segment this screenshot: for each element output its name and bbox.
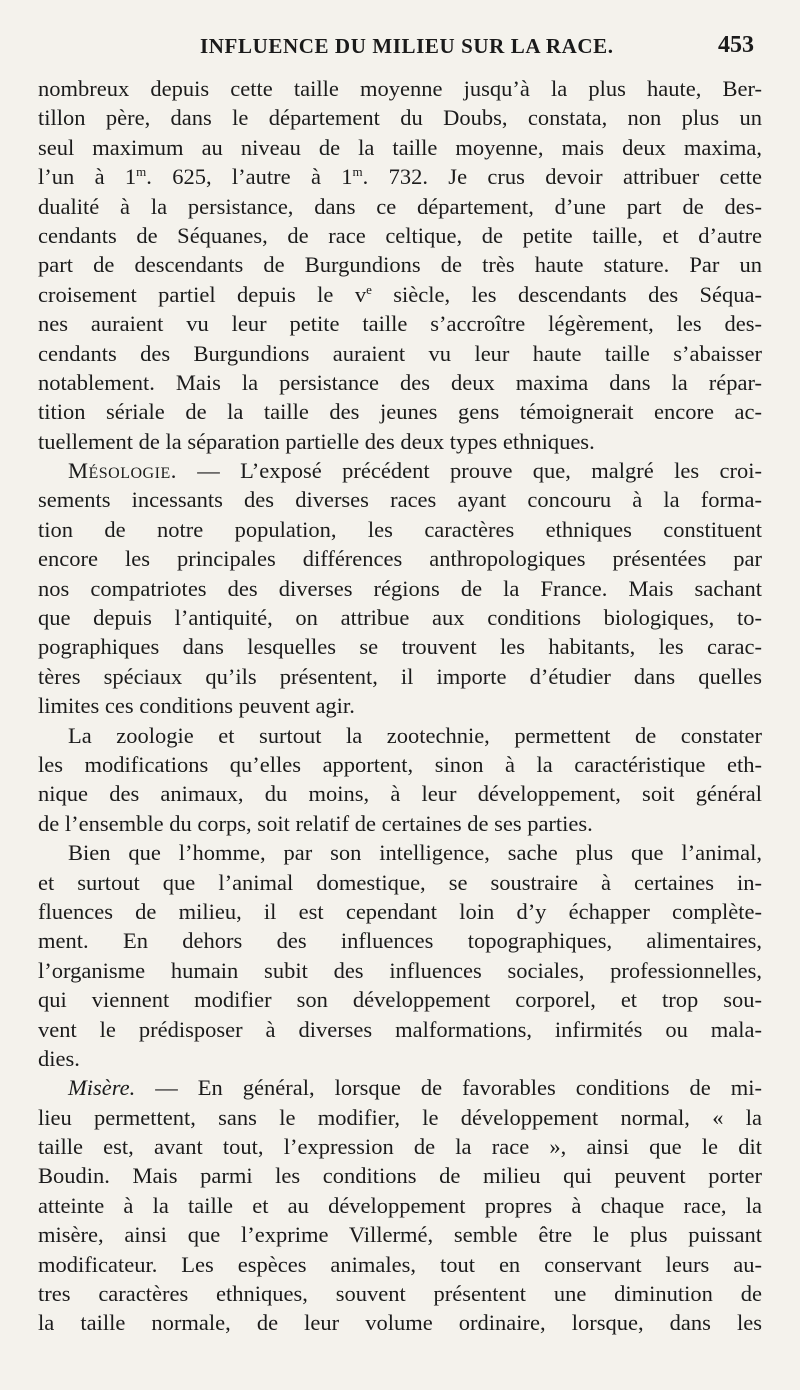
text-line: modificateur. Les espèces animales, tout en conservant leurs au- xyxy=(38,1251,762,1277)
text-line: de l’ensemble du corps, soit relatif de certaines de ses parties. xyxy=(38,810,593,836)
text-line: cendants de Séquanes, de race celtique, de petite taille, et d’autre xyxy=(38,222,762,248)
section-heading: Misère. xyxy=(68,1075,136,1101)
text-line xyxy=(38,456,762,485)
text-line: fluences de milieu, il est cependant loin d’y échapper complète- xyxy=(38,898,762,924)
superscript: e xyxy=(366,281,372,297)
text-line: part de descendants de Burgundions de très haute stature. Par un xyxy=(38,252,762,278)
text-line: la taille normale, de leur volume ordinaire, lorsque, dans les xyxy=(38,1310,762,1336)
text-line: tères spéciaux qu’ils présentent, il importe d’étudier dans quelles xyxy=(38,663,762,689)
line-segment: — L’exposé précédent prouve que, malgré les croi- xyxy=(176,458,762,484)
line-segment: . 625, l’autre à 1 xyxy=(146,164,353,190)
text-line: l’organisme humain subit des influences sociales, professionnelles, xyxy=(38,957,762,983)
section-heading: Mésologie. xyxy=(68,458,177,484)
text-line: qui viennent modifier son développement corporel, et trop sou- xyxy=(38,987,762,1013)
text-line: tition sériale de la taille des jeunes gens témoignerait encore ac- xyxy=(38,399,762,425)
line-segment: croisement partiel depuis le v xyxy=(38,281,367,307)
text-line: notablement. Mais la persistance des deux maxima dans la répar- xyxy=(38,369,762,395)
text-line: pographiques dans lesquelles se trouvent les habitants, les carac- xyxy=(38,634,762,660)
text-line xyxy=(38,1073,762,1102)
text-line: seul maximum au niveau de la taille moyenne, mais deux maxima, xyxy=(38,134,762,160)
running-header xyxy=(38,30,762,68)
text-line: sements incessants des diverses races ayant concouru à la forma- xyxy=(38,487,762,513)
text-line: Bien que l’homme, par son intelligence, sache plus que l’animal, xyxy=(68,840,762,866)
superscript: m xyxy=(136,164,147,180)
text-line: dualité à la persistance, dans ce département, d’une part de des- xyxy=(38,193,762,219)
text-line: dies. xyxy=(38,1045,80,1071)
text-line xyxy=(38,280,762,309)
line-segment: l’un à 1 xyxy=(38,164,137,190)
text-line: tion de notre population, les caractères ethniques constituent xyxy=(38,516,762,542)
text-line: cendants des Burgundions auraient vu leur haute taille s’abaisser xyxy=(38,340,762,366)
text-line: misère, ainsi que l’exprime Villermé, semble être le plus puissant xyxy=(38,1222,762,1248)
text-line: tillon père, dans le département du Doubs, constata, non plus un xyxy=(38,105,762,131)
text-line: limites ces conditions peuvent agir. xyxy=(38,693,355,719)
line-segment: siècle, les descendants des Séqua- xyxy=(371,281,762,307)
text-line: ment. En dehors des influences topographiques, alimentaires, xyxy=(38,928,762,954)
text-line: nos compatriotes des diverses régions de la France. Mais sachant xyxy=(38,575,762,601)
text-line: nes auraient vu leur petite taille s’accroître légèrement, les des- xyxy=(38,311,762,337)
text-line: nombreux depuis cette taille moyenne jusqu’à la plus haute, Ber- xyxy=(38,76,762,101)
superscript: m xyxy=(352,164,363,180)
text-line: que depuis l’antiquité, on attribue aux conditions biologiques, to- xyxy=(38,605,762,631)
text-line: atteinte à la taille et au développement propres à chaque race, la xyxy=(38,1192,762,1218)
text-line: les modifications qu’elles apportent, sinon à la caractéristique eth- xyxy=(38,751,762,777)
text-line: tuellement de la séparation partielle des deux types ethniques. xyxy=(38,428,595,454)
text-line: taille est, avant tout, l’expression de la race », ainsi que le dit xyxy=(38,1134,762,1160)
line-segment: — En général, lorsque de favorables conditions de mi- xyxy=(135,1075,762,1101)
body-text xyxy=(38,74,762,1338)
page-number: 453 xyxy=(718,32,754,58)
text-line: nique des animaux, du moins, à leur développement, soit général xyxy=(38,781,762,807)
text-line: tres caractères ethniques, souvent présentent une diminution de xyxy=(38,1281,762,1307)
running-title: INFLUENCE DU MILIEU SUR LA RACE. xyxy=(200,34,614,58)
line-segment: . 732. Je crus devoir attribuer cette xyxy=(362,164,763,190)
text-line: encore les principales différences anthropologiques présentées par xyxy=(38,546,762,572)
text-line xyxy=(38,162,762,191)
text-line: lieu permettent, sans le modifier, le développement normal, « la xyxy=(38,1104,762,1130)
text-line: vent le prédisposer à diverses malformations, infirmités ou mala- xyxy=(38,1016,762,1042)
text-line: et surtout que l’animal domestique, se soustraire à certaines in- xyxy=(38,869,762,895)
text-line: Boudin. Mais parmi les conditions de milieu qui peuvent porter xyxy=(38,1163,762,1189)
text-line: La zoologie et surtout la zootechnie, permettent de constater xyxy=(68,722,762,748)
